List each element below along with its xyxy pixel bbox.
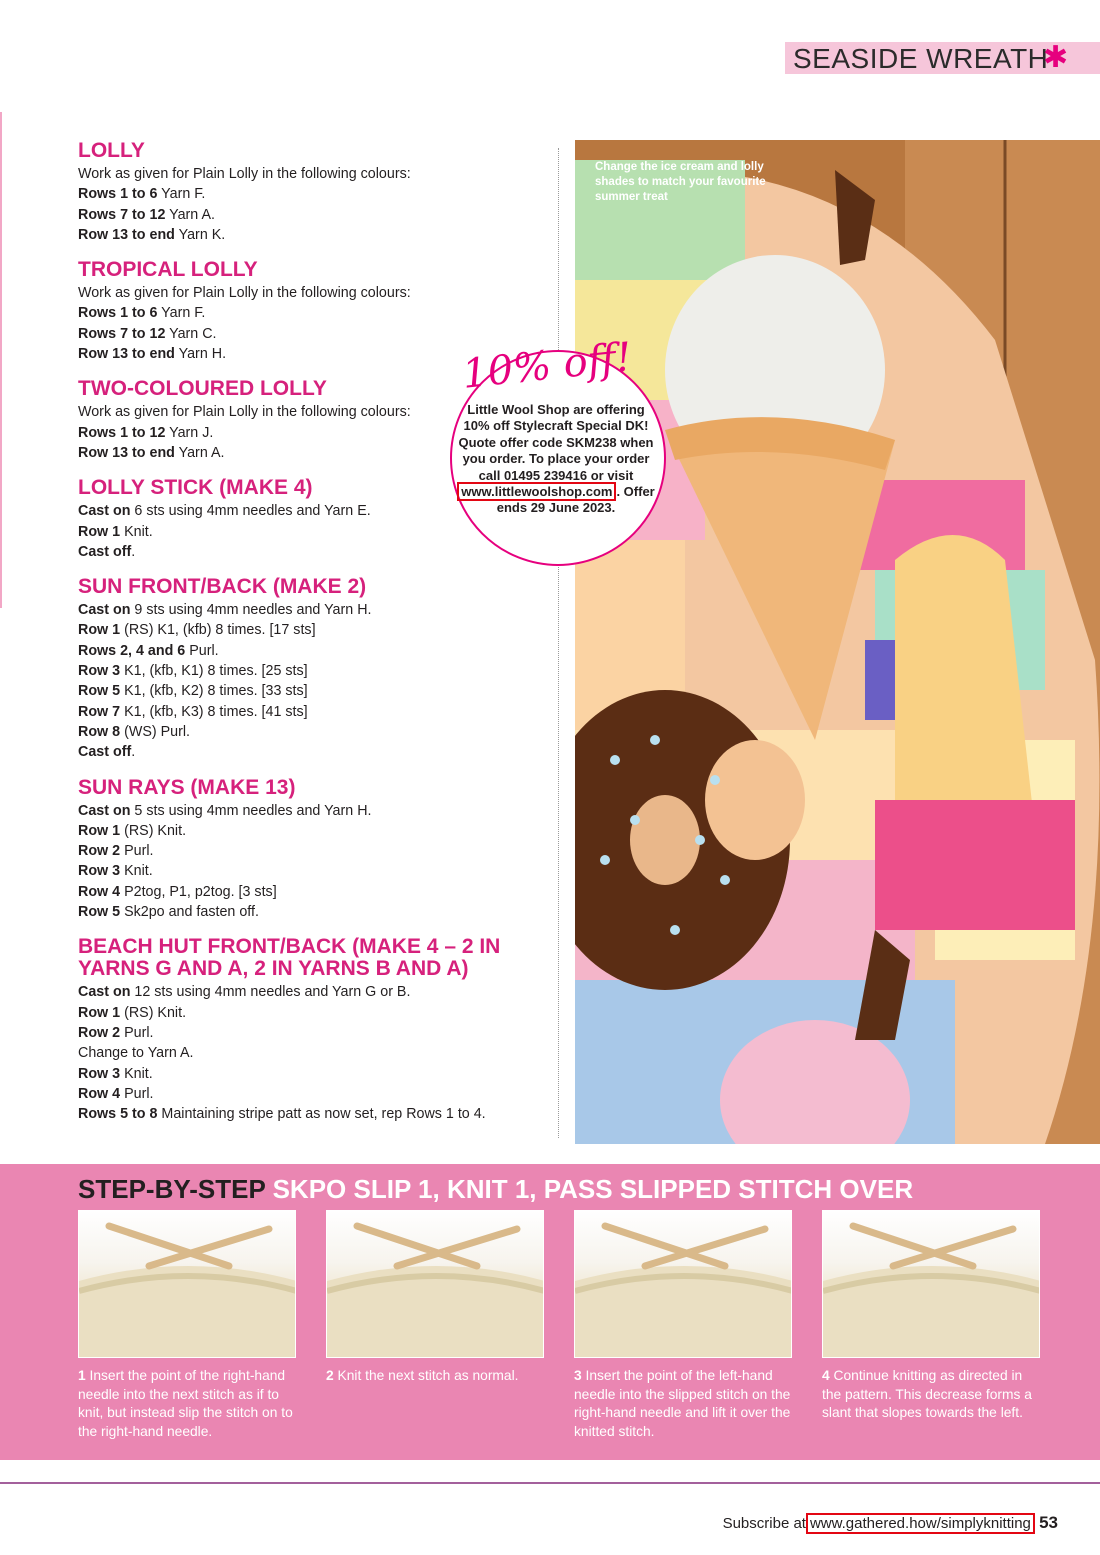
row-label: Cast on	[78, 984, 131, 1001]
pattern-section	[78, 576, 548, 762]
pattern-column	[78, 140, 548, 1138]
section-heading: BEACH HUT FRONT/BACK (MAKE 4 – 2 IN YARNS G AND A, 2 IN YARNS B AND A)	[78, 935, 501, 981]
instruction-line	[78, 1043, 548, 1063]
row-label: Row 1	[78, 822, 121, 839]
row-instruction: Knit.	[120, 1065, 153, 1082]
row-instruction: .	[131, 543, 136, 560]
pattern-section	[78, 777, 548, 923]
offer-headline: 10% off!	[460, 334, 635, 398]
step-description	[326, 1367, 544, 1386]
row-instruction: 5 sts using 4mm needles and Yarn H.	[130, 802, 372, 819]
step-title-label: STEP-BY-STEP	[78, 1174, 266, 1204]
page-section-title: SEASIDE WREATH	[793, 43, 1049, 74]
instruction-line	[78, 600, 548, 620]
row-label: Rows 1 to 12	[78, 424, 166, 441]
instruction-line	[78, 542, 548, 562]
section-heading: SUN FRONT/BACK (MAKE 2)	[78, 575, 367, 599]
step-number: 4	[822, 1368, 830, 1383]
instruction-line	[78, 902, 548, 922]
step-text: Insert the point of the right-hand needle into the next stitch as if to knit, but instead slip the stitch on to the right-hand needle.	[78, 1368, 293, 1439]
row-label: Row 1	[78, 523, 121, 540]
row-instruction: Knit.	[120, 863, 153, 880]
instruction-line	[78, 1084, 548, 1104]
row-instruction: (WS) Purl.	[120, 723, 191, 740]
row-label: Rows 2, 4 and 6	[78, 642, 186, 659]
step-text: Insert the point of the left-hand needle into the slipped stitch on the right-hand needle and lift it over the knitted stitch.	[574, 1368, 791, 1439]
instruction-line	[78, 681, 548, 701]
row-label: Row 8	[78, 723, 121, 740]
row-instruction: (RS) K1, (kfb) 8 times. [17 sts]	[120, 622, 316, 639]
instruction-line	[78, 620, 548, 640]
instruction-line	[78, 722, 548, 742]
footer-prefix: Subscribe at	[722, 1515, 806, 1532]
step-number: 2	[326, 1368, 334, 1383]
left-margin-rule	[0, 112, 2, 608]
instruction-line	[78, 982, 548, 1002]
step-description	[822, 1367, 1040, 1423]
instruction-line	[78, 702, 548, 722]
subscribe-link[interactable]: www.gathered.how/simplyknitting	[806, 1513, 1035, 1534]
step-photo	[326, 1210, 544, 1358]
pattern-section	[78, 259, 548, 364]
step-description	[78, 1367, 296, 1441]
row-label: Rows 7 to 12	[78, 206, 166, 223]
row-label: Row 5	[78, 904, 121, 921]
offer-body: Little Wool Shop are offering 10% off Stylecraft Special DK! Quote offer code SKM238 when you order. To place your order call 01495 239416 or visit	[458, 402, 654, 483]
section-heading: TWO-COLOURED LOLLY	[78, 377, 327, 401]
section-heading: LOLLY STICK (MAKE 4)	[78, 476, 313, 500]
pattern-section	[78, 936, 548, 1124]
row-label: Cast off	[78, 543, 132, 560]
row-instruction: Yarn F.	[157, 305, 206, 322]
row-label: Row 4	[78, 1085, 121, 1102]
instruction-line	[78, 184, 548, 204]
step-photo	[574, 1210, 792, 1358]
pattern-section	[78, 140, 548, 245]
row-instruction: Maintaining stripe patt as now set, rep Rows 1 to 4.	[157, 1106, 486, 1123]
row-label: Cast on	[78, 503, 131, 520]
instruction-line	[78, 1104, 548, 1124]
step-number: 3	[574, 1368, 582, 1383]
row-instruction: Work as given for Plain Lolly in the following colours:	[78, 404, 411, 421]
row-instruction: .	[131, 744, 136, 761]
row-instruction: Yarn H.	[174, 346, 227, 363]
row-instruction: (RS) Knit.	[120, 822, 187, 839]
instruction-line	[78, 801, 548, 821]
row-label: Rows 1 to 6	[78, 305, 158, 322]
section-heading: SUN RAYS (MAKE 13)	[78, 775, 296, 799]
row-label: Row 1	[78, 1004, 121, 1021]
row-label: Rows 5 to 8	[78, 1106, 158, 1123]
page-number: 53	[1039, 1513, 1058, 1532]
column-divider	[558, 148, 559, 1138]
row-label: Row 3	[78, 1065, 121, 1082]
row-instruction: Purl.	[120, 1024, 154, 1041]
row-instruction: Work as given for Plain Lolly in the following colours:	[78, 285, 411, 302]
row-label: Row 7	[78, 703, 121, 720]
row-label: Row 2	[78, 843, 121, 860]
instruction-line	[78, 324, 548, 344]
row-instruction: K1, (kfb, K3) 8 times. [41 sts]	[120, 703, 308, 720]
row-label: Row 4	[78, 883, 121, 900]
footer	[723, 1512, 1058, 1535]
instruction-line	[78, 225, 548, 245]
step-2	[326, 1210, 544, 1386]
step-4	[822, 1210, 1040, 1423]
step-text: Knit the next stitch as normal.	[333, 1368, 519, 1383]
row-instruction: P2tog, P1, p2tog. [3 sts]	[120, 883, 277, 900]
row-instruction: Yarn A.	[165, 206, 215, 223]
row-instruction: Change to Yarn A.	[78, 1045, 194, 1062]
instruction-line	[78, 283, 548, 303]
row-instruction: 6 sts using 4mm needles and Yarn E.	[130, 503, 371, 520]
row-instruction: K1, (kfb, K1) 8 times. [25 sts]	[120, 663, 308, 680]
offer-ends: . Offer ends 29 June 2023.	[496, 484, 655, 516]
instruction-line	[78, 841, 548, 861]
wreath-illustration	[575, 140, 1100, 1144]
instruction-line	[78, 1023, 548, 1043]
row-instruction: Purl.	[120, 1085, 154, 1102]
row-instruction: Yarn A.	[174, 444, 225, 461]
step-1	[78, 1210, 296, 1441]
row-instruction: Yarn K.	[174, 226, 226, 243]
section-heading: TROPICAL LOLLY	[78, 258, 258, 282]
row-instruction: Knit.	[120, 523, 153, 540]
instruction-line	[78, 641, 548, 661]
row-label: Cast off	[78, 744, 132, 761]
row-label: Row 13 to end	[78, 346, 175, 363]
section-heading: LOLLY	[78, 139, 145, 162]
instruction-line	[78, 1064, 548, 1084]
instruction-line	[78, 205, 548, 225]
instruction-line	[78, 882, 548, 902]
flower-icon: ✱	[1043, 41, 1069, 74]
wreath-photo	[575, 140, 1100, 1144]
step-description	[574, 1367, 792, 1441]
row-instruction: Yarn C.	[165, 325, 217, 342]
instruction-line	[78, 821, 548, 841]
row-label: Row 13 to end	[78, 226, 175, 243]
step-photo	[822, 1210, 1040, 1358]
photo-caption: Change the ice cream and lolly shades to match your favourite summer treat	[595, 161, 766, 203]
instruction-line	[78, 164, 548, 184]
footer-rule	[0, 1482, 1100, 1484]
row-label: Row 2	[78, 1024, 121, 1041]
instruction-line	[78, 303, 548, 323]
row-label: Cast on	[78, 602, 131, 619]
instruction-line	[78, 742, 548, 762]
row-instruction: (RS) Knit.	[120, 1004, 187, 1021]
step-photo	[78, 1210, 296, 1358]
row-instruction: Yarn F.	[157, 186, 206, 203]
step-title-technique: SKPO SLIP 1, KNIT 1, PASS SLIPPED STITCH OVER	[272, 1174, 914, 1204]
row-label: Row 5	[78, 683, 121, 700]
row-instruction: 9 sts using 4mm needles and Yarn H.	[130, 602, 372, 619]
step-text: Continue knitting as directed in the pattern. This decrease forms a slant that slopes towards the left.	[822, 1368, 1032, 1421]
step-by-step-title	[78, 1173, 913, 1205]
step-3	[574, 1210, 792, 1441]
row-label: Row 3	[78, 663, 121, 680]
offer-text	[456, 402, 656, 517]
row-label: Row 1	[78, 622, 121, 639]
row-instruction: Purl.	[120, 843, 154, 860]
row-label: Rows 7 to 12	[78, 325, 166, 342]
instruction-line	[78, 661, 548, 681]
row-instruction: Yarn J.	[165, 424, 214, 441]
row-instruction: Purl.	[185, 642, 219, 659]
row-instruction: Work as given for Plain Lolly in the following colours:	[78, 166, 411, 182]
step-number: 1	[78, 1368, 86, 1383]
instruction-line	[78, 861, 548, 881]
row-label: Cast on	[78, 802, 131, 819]
row-instruction: 12 sts using 4mm needles and Yarn G or B.	[130, 984, 411, 1001]
offer-link[interactable]: www.littlewoolshop.com	[457, 482, 616, 501]
row-label: Row 13 to end	[78, 444, 175, 461]
row-instruction: Sk2po and fasten off.	[120, 904, 259, 921]
row-label: Rows 1 to 6	[78, 186, 158, 203]
instruction-line	[78, 1003, 548, 1023]
row-label: Row 3	[78, 863, 121, 880]
row-instruction: K1, (kfb, K2) 8 times. [33 sts]	[120, 683, 308, 700]
